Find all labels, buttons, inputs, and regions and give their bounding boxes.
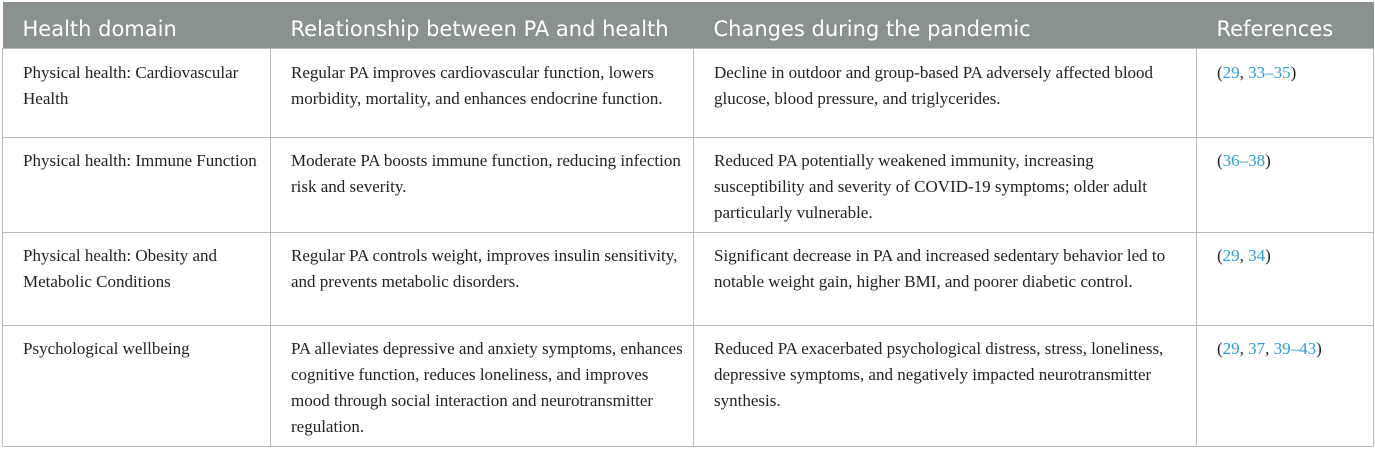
table-header-row <box>3 2 1374 49</box>
cell-changes: Significant decrease in PA and increased sedentary behavior led to notable weight gain, higher BMI, and poorer diabetic control. <box>694 233 1197 326</box>
cell-references: (36–38) <box>1197 138 1374 233</box>
cell-relationship: Regular PA controls weight, improves insulin sensitivity, and prevents metabolic disorders. <box>271 233 694 326</box>
reference-link[interactable]: 29 <box>1222 246 1240 265</box>
cell-domain: Physical health: Cardiovascular Health <box>3 49 271 138</box>
cell-relationship: PA alleviates depressive and anxiety symptoms, enhances cognitive function, reduces loneliness, and improves mood through social interaction and neurotransmitter regulation. <box>271 326 694 447</box>
cell-changes: Decline in outdoor and group-based PA adversely affected blood glucose, blood pressure, and triglycerides. <box>694 49 1197 138</box>
reference-link[interactable]: 29 <box>1222 63 1240 82</box>
header-relationship: Relationship between PA and health <box>271 2 694 49</box>
cell-relationship: Regular PA improves cardiovascular function, lowers morbidity, mortality, and enhances endocrine function. <box>271 49 694 138</box>
cell-domain: Physical health: Immune Function <box>3 138 271 233</box>
table-row <box>3 138 1374 233</box>
table-row <box>3 49 1374 138</box>
cell-references: (29, 37, 39–43) <box>1197 326 1374 447</box>
cell-relationship: Moderate PA boosts immune function, reducing infection risk and severity. <box>271 138 694 233</box>
header-changes: Changes during the pandemic <box>694 2 1197 49</box>
reference-link[interactable]: 33–35 <box>1248 63 1291 82</box>
header-health-domain: Health domain <box>3 2 271 49</box>
cell-changes: Reduced PA potentially weakened immunity, increasing susceptibility and severity of COVID-19 symptoms; older adult particularly vulnerable. <box>694 138 1197 233</box>
reference-link[interactable]: 34 <box>1248 246 1266 265</box>
reference-link[interactable]: 37 <box>1248 339 1266 358</box>
health-domain-table <box>2 2 1374 447</box>
table-row <box>3 326 1374 447</box>
table-row <box>3 233 1374 326</box>
reference-link[interactable]: 36–38 <box>1222 151 1266 170</box>
cell-references: (29, 33–35) <box>1197 49 1374 138</box>
cell-changes: Reduced PA exacerbated psychological distress, stress, loneliness, depressive symptoms, and negatively impacted neurotransmitter synthesis. <box>694 326 1197 447</box>
cell-references: (29, 34) <box>1197 233 1374 326</box>
reference-link[interactable]: 29 <box>1222 339 1240 358</box>
cell-domain: Physical health: Obesity and Metabolic Conditions <box>3 233 271 326</box>
reference-link[interactable]: 39–43 <box>1273 339 1317 358</box>
header-references: References <box>1197 2 1374 49</box>
cell-domain: Psychological wellbeing <box>3 326 271 447</box>
